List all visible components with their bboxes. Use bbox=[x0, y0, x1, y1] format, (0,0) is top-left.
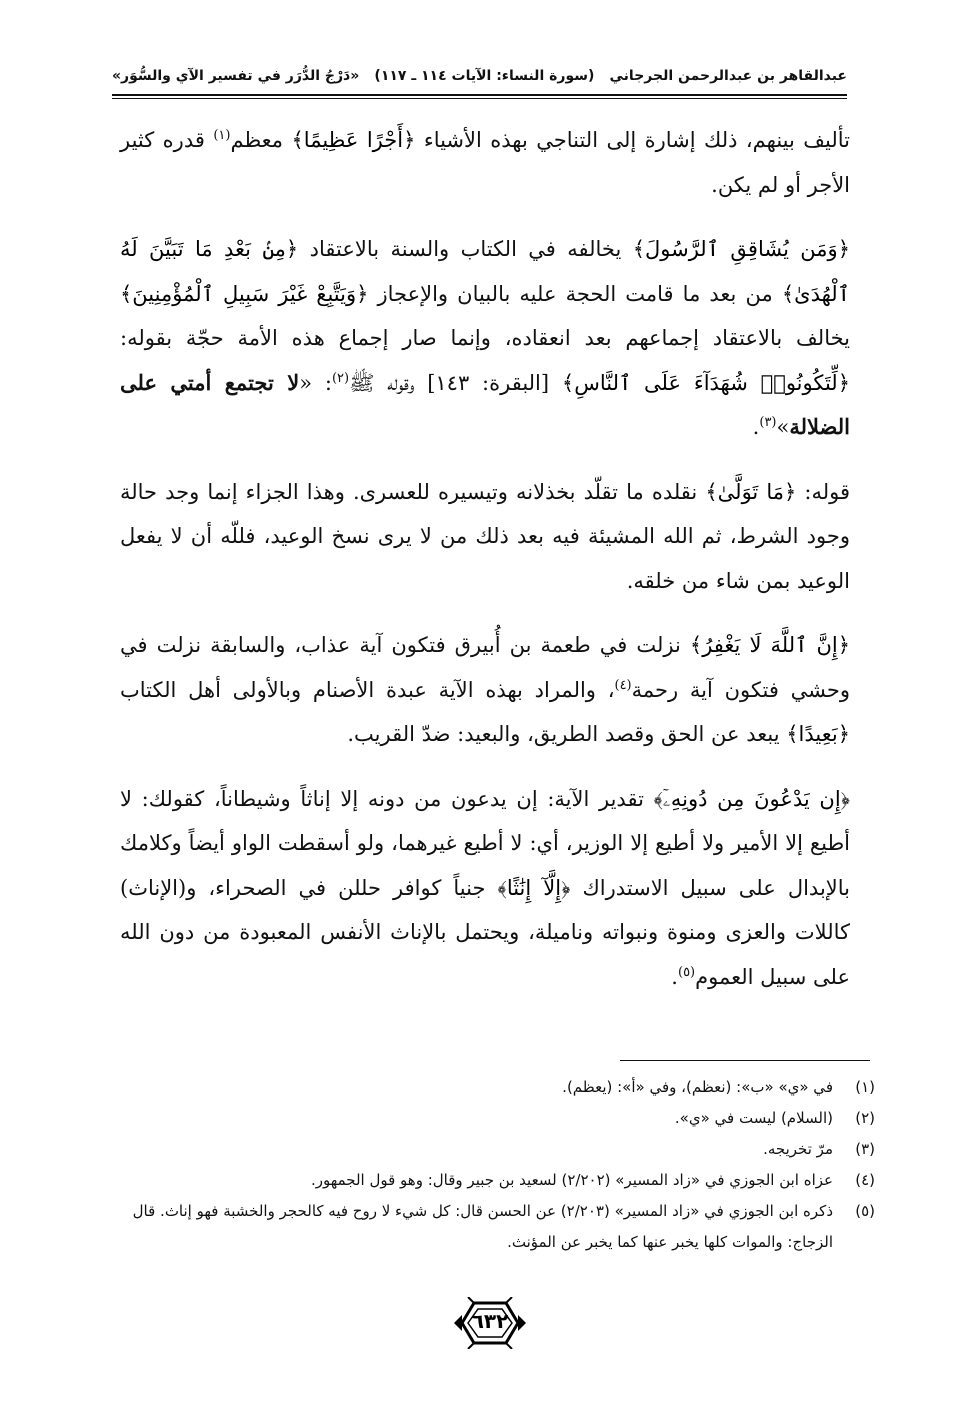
quran-verse: ﴿مِنۢ بَعْدِ مَا تَبَيَّنَ لَهُ ٱلْهُدَىٰ﴾ bbox=[120, 237, 850, 306]
footnote-number: (٣) bbox=[855, 1140, 875, 1158]
footnote-text: في «ي» «ب»: (نعظم)، وفي «أ»: (يعظم). bbox=[562, 1078, 833, 1096]
footnote-text: ذكره ابن الجوزي في «زاد المسير» (٢/٢٠٣) عن الحسن قال: كل شيء لا روح فيه كالحجر والخشبة فهو إناث. قال الزجاج: والموات كلها يخبر عنها كما يخبر عن المؤنث. bbox=[132, 1202, 833, 1251]
header-rule bbox=[112, 94, 847, 96]
footnote-item bbox=[115, 1165, 875, 1196]
text-run: : « bbox=[299, 370, 332, 395]
footnote-marker: (٣) bbox=[759, 415, 777, 430]
text-run: نزلت في طعمة بن أُبيرق فتكون آية عذاب، والسابقة نزلت في وحشي فتكون آية رحمة bbox=[120, 633, 850, 702]
paragraph bbox=[120, 118, 850, 207]
quran-verse: ﴿مَا تَوَلَّىٰ﴾ bbox=[705, 479, 797, 504]
text-run: نقلده ما تقلّد بخذلانه وتيسيره للعسرى. وهذا الجزاء إنما وجد حالة وجود الشرط، ثم الله المشيئة فيه بعد ذلك من لا يرى نسخ الوعيد، فللّه أن لا يفعل الوعيد بمن شاء من خلقه. bbox=[120, 479, 850, 593]
running-header bbox=[112, 58, 847, 94]
header-rule-thin bbox=[112, 98, 847, 99]
text-run: . bbox=[752, 415, 760, 439]
quran-verse: ﴿وَمَن يُشَاقِقِ ٱلرَّسُولَ﴾ bbox=[632, 237, 850, 261]
text-run: يخالف بالاعتقاد إجماعهم بعد انعقاده، وإنما صار إجماع هذه الأمة حجّة بقوله: bbox=[120, 326, 850, 350]
footnote-number: (٤) bbox=[855, 1171, 875, 1189]
quran-verse: ﴿وَيَتَّبِعْ غَيْرَ سَبِيلِ ٱلْمُؤْمِنِينَ﴾ bbox=[120, 281, 369, 306]
page-number: ٦٣٢ bbox=[471, 1309, 509, 1333]
text-run: قوله: bbox=[796, 479, 850, 504]
text-run: ، والمراد بهذه الآية عبدة الأصنام وبالأولى أهل الكتاب bbox=[120, 677, 615, 702]
text-run: تقدير الآية: إن يدعون من دونه إلا إناثاً وشيطاناً، كقولك: لا أطيع إلا الأمير ولا أطيع إلا الوزير، أي: لا أطيع غيرهما، ولو أسقطت الواو أيضاً وكلامك بالإبدال على سبيل الاستدراك bbox=[120, 786, 851, 900]
header-author: عبدالقاهر بن عبدالرحمن الجرجاني bbox=[609, 68, 847, 84]
paragraph bbox=[120, 470, 850, 604]
footnote-item bbox=[115, 1196, 875, 1258]
footnote-text: مرّ تخريجه. bbox=[763, 1140, 833, 1158]
footnote-text: عزاه ابن الجوزي في «زاد المسير» (٢/٢٠٢) لسعيد بن جبير وقال: وهو قول الجمهور. bbox=[310, 1171, 833, 1189]
header-book-title: «دَرْجُ الدُّرَر في تفسير الآي والسُّوَر» bbox=[112, 68, 360, 84]
quran-verse: ﴿إِنَّ ٱللَّهَ لَا يَغْفِرُ﴾ bbox=[689, 633, 851, 657]
text-run: يبعد عن الحق وقصد الطريق، والبعيد: ضدّ القريب. bbox=[347, 722, 787, 746]
text-run: يخالفه في الكتاب والسنة بالاعتقاد bbox=[298, 237, 633, 261]
footnote-number: (٥) bbox=[855, 1202, 875, 1220]
footnote-separator bbox=[620, 1060, 870, 1061]
quran-verse: ﴿إِن يَدْعُونَ مِن دُونِهِۦٓ﴾ bbox=[653, 786, 850, 811]
main-text bbox=[120, 118, 850, 1019]
footnote-item bbox=[115, 1072, 875, 1103]
text-run: [البقرة: ١٤٣] وقوله ﷺ bbox=[349, 370, 562, 395]
text-run: » bbox=[776, 415, 790, 439]
footnote-marker: (١) bbox=[213, 128, 231, 143]
text-run: تأليف بينهم، ذلك إشارة إلى التناجي بهذه الأشياء bbox=[415, 128, 850, 152]
quran-verse: ﴿إِلَّآ إِنَٰثًا﴾ bbox=[497, 875, 571, 900]
text-run: . bbox=[671, 964, 678, 989]
footnote-number: (٢) bbox=[855, 1109, 875, 1127]
quran-verse: ﴿بَعِيدًا﴾ bbox=[786, 722, 850, 746]
quran-verse: ﴿أَجْرًا عَظِيمًا﴾ bbox=[291, 128, 416, 152]
paragraph bbox=[120, 623, 850, 757]
footnote-item bbox=[115, 1134, 875, 1165]
footnotes bbox=[115, 1072, 875, 1258]
text-run: من بعد ما قامت الحجة عليه بالبيان والإعجاز bbox=[368, 281, 782, 306]
hadith-quote: لا تجتمع أمتي على الضلالة bbox=[120, 369, 850, 439]
footnote-text: (السلام) ليست في «ي». bbox=[674, 1109, 833, 1127]
footnote-marker: (٥) bbox=[677, 964, 696, 980]
paragraph bbox=[120, 777, 850, 1000]
footnote-number: (١) bbox=[855, 1078, 875, 1096]
text-run: معظم bbox=[230, 128, 292, 152]
quran-verse: ﴿لِّتَكُونُوا۟ شُهَدَآءَ عَلَى ٱلنَّاسِ﴾ bbox=[561, 370, 851, 395]
text-run: جنياً كوافر حللن في الصحراء، و(الإناث) كاللات والعزى ومنوة ونبواته وناميلة، ويحتمل بالإناث الأنفس المعبودة من دون الله على سبيل العموم bbox=[120, 875, 850, 989]
page-number-badge bbox=[452, 1297, 528, 1349]
footnote-item bbox=[115, 1103, 875, 1134]
header-surah-range: (سورة النساء: الآيات ١١٤ ـ ١١٧) bbox=[374, 68, 595, 84]
text-run: قدره كثير الأجر أو لم يكن. bbox=[120, 128, 850, 197]
footnote-marker: (٢) bbox=[331, 370, 350, 386]
footnote-marker: (٤) bbox=[614, 677, 632, 693]
paragraph bbox=[120, 227, 850, 450]
